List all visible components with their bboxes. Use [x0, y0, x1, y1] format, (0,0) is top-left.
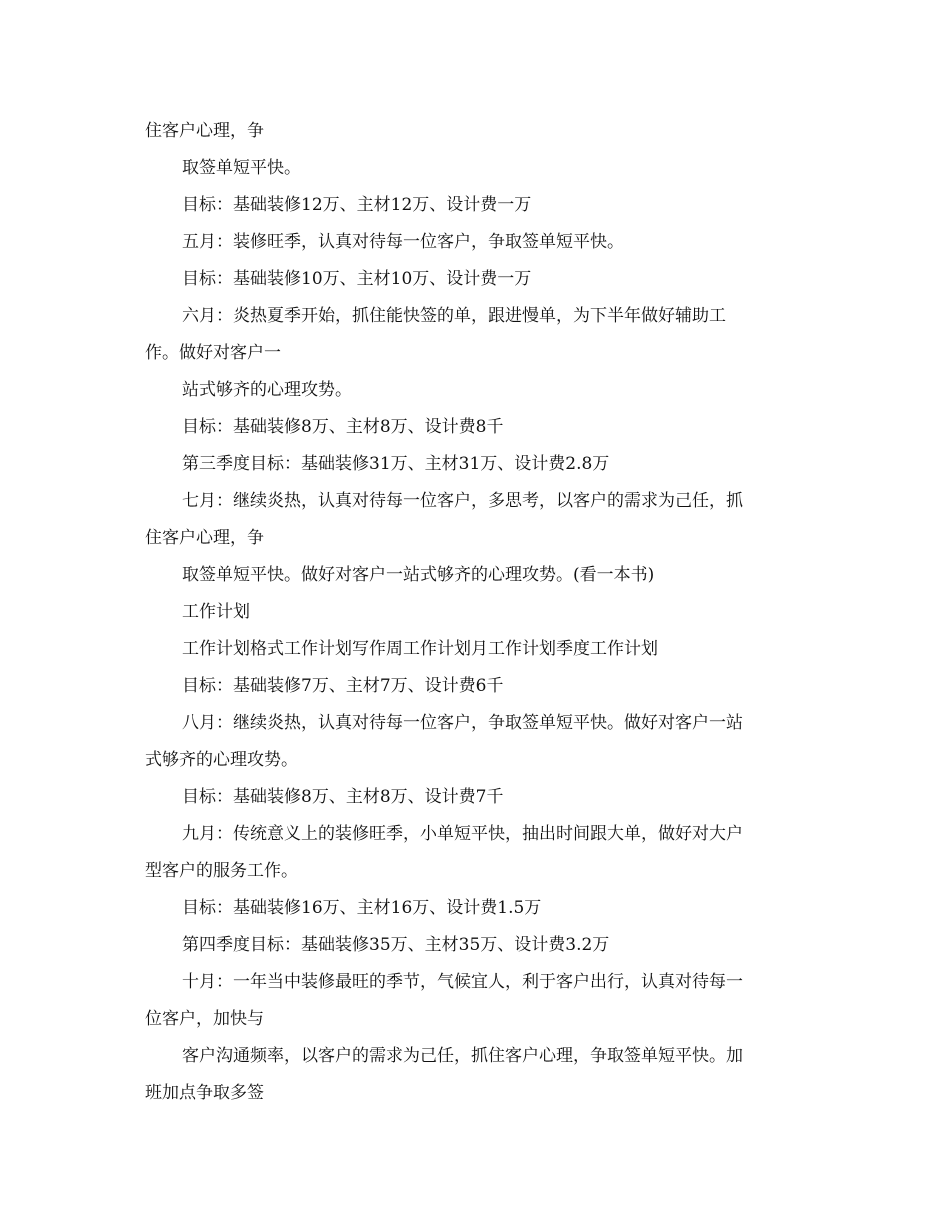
text-line: 第四季度目标：基础装修35万、主材35万、设计费3.2万: [182, 935, 610, 955]
text-line: 目标：基础装修7万、主材7万、设计费6千: [182, 676, 504, 696]
text-line: 位客户，加快与: [145, 1009, 264, 1029]
text-line: 住客户心理，争: [145, 121, 264, 141]
text-line: 作。做好对客户一: [145, 343, 281, 363]
section-heading: 工作计划: [182, 602, 250, 622]
text-line: 五月：装修旺季，认真对待每一位客户，争取签单短平快。: [182, 232, 624, 252]
text-line: 式够齐的心理攻势。: [145, 750, 298, 770]
document-body: [145, 113, 805, 1112]
text-line: 取签单短平快。做好对客户一站式够齐的心理攻势。(看一本书): [182, 565, 655, 585]
text-line: 工作计划格式工作计划写作周工作计划月工作计划季度工作计划: [182, 639, 658, 659]
text-line: 班加点争取多签: [145, 1083, 264, 1103]
text-line: 目标：基础装修16万、主材16万、设计费1.5万: [182, 898, 542, 918]
text-line: 七月：继续炎热，认真对待每一位客户，多思考，以客户的需求为己任，抓: [182, 491, 743, 511]
text-line: 十月：一年当中装修最旺的季节，气候宜人，利于客户出行，认真对待每一: [182, 972, 743, 992]
text-line: 目标：基础装修12万、主材12万、设计费一万: [182, 195, 532, 215]
text-line: 住客户心理，争: [145, 528, 264, 548]
text-line: 第三季度目标：基础装修31万、主材31万、设计费2.8万: [182, 454, 610, 474]
text-line: 目标：基础装修8万、主材8万、设计费7千: [182, 787, 504, 807]
text-line: 站式够齐的心理攻势。: [182, 380, 352, 400]
text-line: 九月：传统意义上的装修旺季，小单短平快，抽出时间跟大单，做好对大户: [182, 824, 743, 844]
text-line: 客户沟通频率，以客户的需求为己任，抓住客户心理，争取签单短平快。加: [182, 1046, 743, 1066]
text-line: 型客户的服务工作。: [145, 861, 298, 881]
text-line: 取签单短平快。: [182, 158, 301, 178]
text-line: 六月：炎热夏季开始，抓住能快签的单，跟进慢单，为下半年做好辅助工: [182, 306, 726, 326]
text-line: 目标：基础装修8万、主材8万、设计费8千: [182, 417, 504, 437]
text-line: 八月：继续炎热，认真对待每一位客户，争取签单短平快。做好对客户一站: [182, 713, 743, 733]
text-line: 目标：基础装修10万、主材10万、设计费一万: [182, 269, 532, 289]
